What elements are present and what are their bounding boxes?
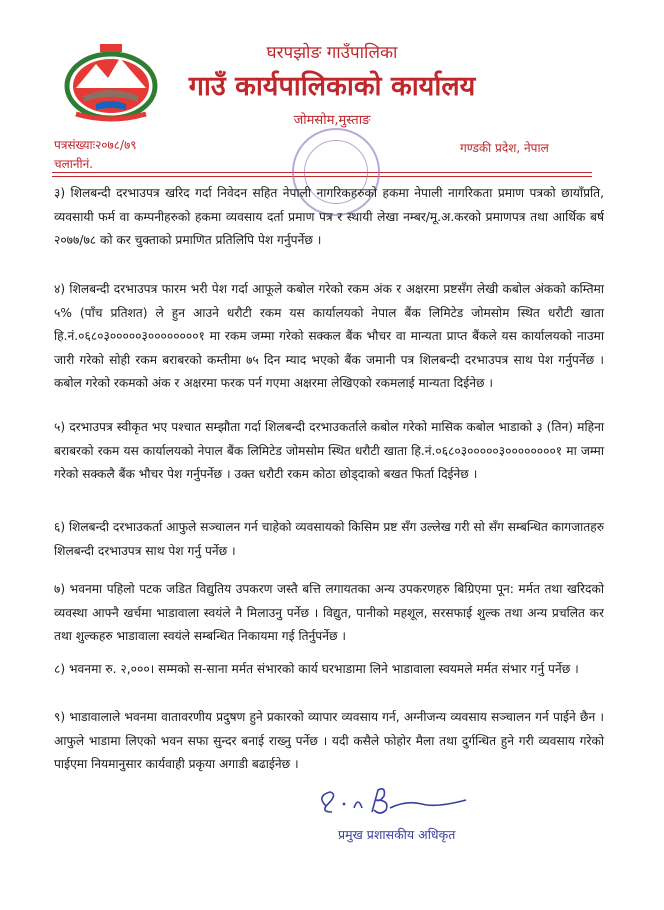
reference-number: पत्रसंख्याः२०७८/७९	[54, 138, 137, 152]
province-name: गण्डकी प्रदेश, नेपाल	[460, 141, 549, 155]
paragraph-8: ८) भवनमा रु. २,०००। सम्मको स-साना मर्मत संभारको कार्य घरभाडामा लिने भाडावाला स्वयमले मर्मत संभार गर्नु पर्नेछ ।	[54, 662, 579, 676]
dispatch-number: चलानीनं.	[54, 157, 94, 171]
paragraph-4: ४) शिलबन्दी दरभाउपत्र फारम भरी पेश गर्दा आफूले कबोल गरेको रकम अंक र अक्षरमा प्रष्टसँग लेखी कबोल अंकको कम्तिमा ५% (पाँच प्रतिशत) ले हुन आउने धरौटी रकम यस कार्यालयको नेपाल बैंक लिमिटेड जोमसोम स्थित धरौटी खाता हि.नं.०६८०३०००००३००००००००१ मा रकम जम्मा गरेको सक्कल बैंक भौचर वा मान्यता प्राप्त बैंकले यस कार्यालयको नाउमा जारी गरेको सोही रकम बराबरको कम्तीमा ७५ दिन म्याद भएको बैंक जमानी पत्र शिलबन्दी दरभाउपत्र साथ पेश गर्नुपर्नेछ । कबोल गरेको रकमको अंक र अक्षरमा फरक पर्न गएमा अक्षरमा लेखिएको रकमलाई मान्यता दिईनेछ ।	[54, 282, 604, 390]
signatory-title: प्रमुख प्रशासकीय अधिकृत	[338, 827, 456, 842]
paragraph-9: ९) भाडावालाले भवनमा वातावरणीय प्रदुषण हुने प्रकारको व्यापार व्यवसाय गर्न, अग्नीजन्य व्यवसाय सञ्चालन गर्न पाईने छैन । आफुले भाडामा लिएको भवन सफा सुन्दर बनाई राख्नु पर्नेछ । यदी कसैले फोहोर मैला तथा दुर्गन्धित हुने गरी व्यवसाय गरेको पाईएमा नियमानुसार कार्यवाही प्रकृया अगाडी बढाईनेछ ।	[54, 710, 604, 771]
paragraph-7: ७) भवनमा पहिलो पटक जडित विद्युतिय उपकरण जस्तै बत्ति लगायतका अन्य उपकरणहरु बिग्रिएमा पून: मर्मत तथा खरिदको व्यवस्था आफ्नै खर्चमा भाडावाला स्वयंले नै मिलाउनु पर्नेछ । विद्युत, पानीको महशूल, सरसफाई शुल्क तथा अन्य प्रचलित कर तथा शुल्कहरु भाडावाला स्वयंले सम्बन्धित निकायमा गई तिर्नुपर्नेछ ।	[54, 582, 604, 643]
paragraph-6: ६) शिलबन्दी दरभाउकर्ता आफुले सञ्चालन गर्न चाहेको व्यवसायको किसिम प्रष्ट सँग उल्लेख गरी सो सँग सम्बन्धित कागजातहरु शिलबन्दी दरभाउपत्र साथ पेश गर्नु पर्नेछ ।	[54, 520, 604, 558]
office-location: जोमसोम,मुस्ताङ	[293, 113, 371, 128]
paragraph-3: ३) शिलबन्दी दरभाउपत्र खरिद गर्दा निवेदन सहित नेपाली नागरिकहरुको हकमा नेपाली नागरिकता प्रमाण पत्रको छायाँप्रति, व्यवसायी फर्म वा कम्पनीहरुको हकमा व्यवसाय दर्ता प्रमाण पत्र र स्थायी लेखा नम्बर/मू.अ.करको प्रमाणपत्र तथा आर्थिक बर्ष २०७७/७८ को कर चुक्ताको प्रमाणित प्रतिलिपि पेश गर्नुपर्नेछ ।	[54, 186, 604, 247]
municipality-name: घरपझोङ गाउँपालिका	[266, 43, 398, 63]
paragraph-5: ५) दरभाउपत्र स्वीकृत भए पश्चात सम्झौता गर्दा शिलबन्दी दरभाउकर्ताले कबोल गरेको मासिक कबोल भाडाको ३ (तिन) महिना बराबरको रकम यस कार्यालयको नेपाल बैंक लिमिटेड जोमसोम स्थित धरौटी खाता हि.नं.०६८०३०००००३००००००००१ मा जम्मा गरेको सक्कलै बैंक भौचर पेश गर्नुपर्नेछ । उक्त धरौटी रकम कोठा छोड्दाको बखत फिर्ता दिईनेछ ।	[54, 420, 604, 481]
office-title: गाउँ कार्यपालिकाको कार्यालय	[188, 71, 476, 102]
